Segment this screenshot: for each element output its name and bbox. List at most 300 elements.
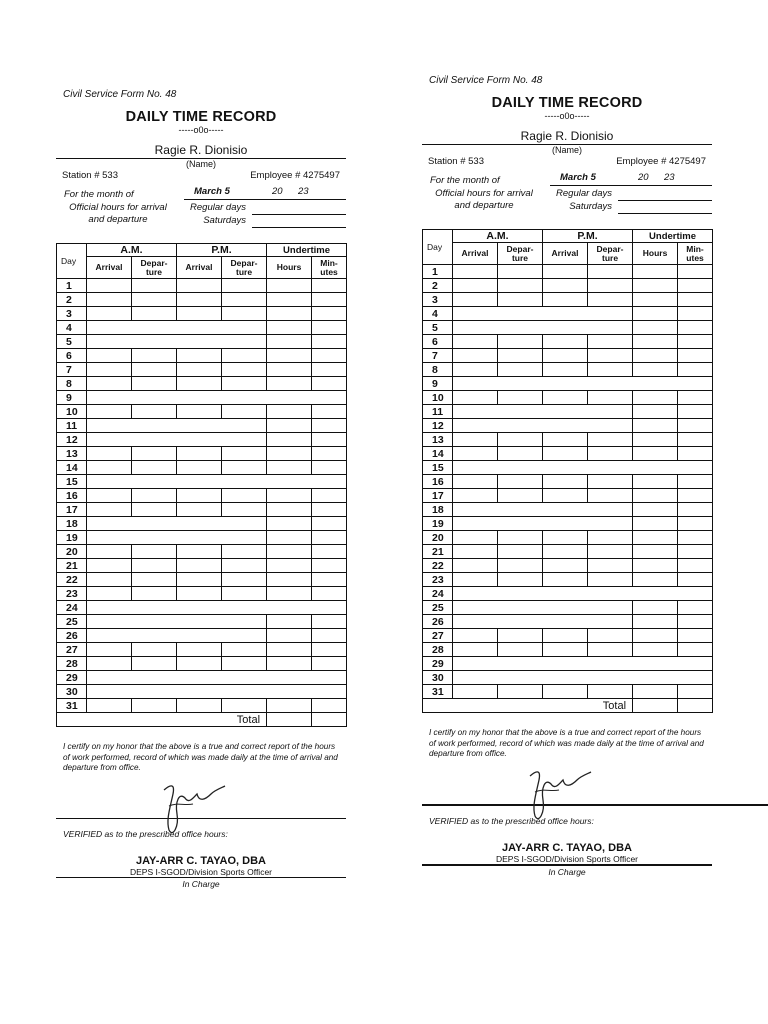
time-cell[interactable] (588, 489, 633, 503)
time-cell[interactable] (498, 629, 543, 643)
time-cell[interactable] (312, 447, 347, 461)
time-cell[interactable] (633, 349, 678, 363)
time-cell[interactable] (267, 433, 312, 447)
time-cell[interactable] (498, 475, 543, 489)
time-cell[interactable] (267, 615, 312, 629)
time-cell[interactable] (132, 657, 177, 671)
time-cell[interactable] (177, 307, 222, 321)
time-cell[interactable] (132, 377, 177, 391)
table-row (57, 671, 347, 685)
time-cell[interactable] (543, 629, 588, 643)
time-cell[interactable] (312, 307, 347, 321)
time-cell[interactable] (633, 447, 678, 461)
time-cell[interactable] (633, 685, 678, 699)
time-cell[interactable] (453, 391, 498, 405)
time-cell[interactable] (87, 657, 132, 671)
time-cell[interactable] (678, 475, 713, 489)
time-cell[interactable] (222, 643, 267, 657)
time-cell[interactable] (312, 615, 347, 629)
time-cell[interactable] (543, 335, 588, 349)
time-cell[interactable] (267, 405, 312, 419)
total-minutes-cell[interactable] (678, 699, 713, 713)
time-cell[interactable] (222, 657, 267, 671)
time-cell[interactable] (453, 433, 498, 447)
time-cell[interactable] (312, 559, 347, 573)
time-cell[interactable] (132, 461, 177, 475)
time-cell[interactable] (87, 699, 132, 713)
time-cell[interactable] (453, 629, 498, 643)
time-cell[interactable] (132, 405, 177, 419)
time-cell[interactable] (132, 545, 177, 559)
time-cell[interactable] (222, 461, 267, 475)
time-cell[interactable] (177, 279, 222, 293)
time-cell[interactable] (678, 335, 713, 349)
time-cell[interactable] (543, 643, 588, 657)
time-cell[interactable] (453, 545, 498, 559)
time-cell[interactable] (312, 321, 347, 335)
time-cell[interactable] (312, 629, 347, 643)
total-minutes-cell[interactable] (312, 713, 347, 727)
time-cell[interactable] (633, 419, 678, 433)
time-cell[interactable] (177, 461, 222, 475)
time-cell[interactable] (633, 545, 678, 559)
time-cell[interactable] (267, 657, 312, 671)
time-cell[interactable] (312, 657, 347, 671)
time-cell[interactable] (543, 363, 588, 377)
time-cell[interactable] (267, 503, 312, 517)
time-cell[interactable] (678, 573, 713, 587)
time-cell[interactable] (177, 405, 222, 419)
time-cell[interactable] (678, 489, 713, 503)
time-cell[interactable] (312, 377, 347, 391)
time-cell[interactable] (267, 573, 312, 587)
time-cell[interactable] (498, 559, 543, 573)
time-cell[interactable] (87, 447, 132, 461)
time-cell[interactable] (132, 643, 177, 657)
time-cell[interactable] (177, 293, 222, 307)
time-cell[interactable] (588, 433, 633, 447)
time-cell[interactable] (543, 475, 588, 489)
time-cell[interactable] (633, 335, 678, 349)
time-cell[interactable] (177, 489, 222, 503)
time-cell[interactable] (87, 489, 132, 503)
time-cell[interactable] (222, 489, 267, 503)
time-cell[interactable] (222, 405, 267, 419)
time-cell[interactable] (498, 349, 543, 363)
time-cell[interactable] (633, 321, 678, 335)
time-cell[interactable] (267, 489, 312, 503)
time-cell[interactable] (543, 279, 588, 293)
time-cell[interactable] (177, 643, 222, 657)
time-cell[interactable] (633, 615, 678, 629)
day-number: 15 (57, 475, 87, 489)
time-cell[interactable] (132, 447, 177, 461)
time-cell[interactable] (543, 559, 588, 573)
time-cell[interactable] (678, 685, 713, 699)
undertime-header: Undertime (633, 230, 713, 243)
time-cell[interactable] (678, 643, 713, 657)
time-cell[interactable] (132, 279, 177, 293)
table-row (57, 545, 347, 559)
time-cell[interactable] (588, 573, 633, 587)
time-cell[interactable] (312, 573, 347, 587)
time-cell[interactable] (267, 279, 312, 293)
station-number: Station # 533 (428, 156, 484, 167)
time-cell[interactable] (453, 293, 498, 307)
time-cell[interactable] (267, 321, 312, 335)
time-cell[interactable] (267, 447, 312, 461)
time-cell[interactable] (87, 279, 132, 293)
time-cell[interactable] (633, 601, 678, 615)
table-row (423, 419, 713, 433)
time-cell[interactable] (633, 531, 678, 545)
time-cell[interactable] (177, 363, 222, 377)
name-label: (Name) (551, 145, 582, 155)
month-label: For the month of (64, 189, 134, 200)
time-cell[interactable] (267, 335, 312, 349)
time-cell[interactable] (678, 419, 713, 433)
time-cell[interactable] (453, 685, 498, 699)
time-cell[interactable] (543, 573, 588, 587)
time-cell[interactable] (588, 629, 633, 643)
time-cell[interactable] (678, 363, 713, 377)
time-cell[interactable] (453, 461, 713, 475)
am-arrival-header: Arrival (453, 243, 498, 265)
time-cell[interactable] (87, 335, 267, 349)
time-cell[interactable] (543, 349, 588, 363)
time-cell[interactable] (312, 531, 347, 545)
time-cell[interactable] (132, 503, 177, 517)
time-cell[interactable] (678, 503, 713, 517)
time-cell[interactable] (588, 293, 633, 307)
time-cell[interactable] (453, 503, 633, 517)
time-cell[interactable] (498, 573, 543, 587)
time-cell[interactable] (588, 363, 633, 377)
time-cell[interactable] (87, 531, 267, 545)
time-cell[interactable] (678, 601, 713, 615)
time-cell[interactable] (87, 685, 347, 699)
time-cell[interactable] (87, 293, 132, 307)
time-cell[interactable] (267, 559, 312, 573)
time-cell[interactable] (633, 293, 678, 307)
time-cell[interactable] (87, 405, 132, 419)
time-cell[interactable] (678, 405, 713, 419)
time-cell[interactable] (588, 349, 633, 363)
time-cell[interactable] (177, 503, 222, 517)
time-cell[interactable] (678, 545, 713, 559)
time-cell[interactable] (267, 363, 312, 377)
regular-days-field (252, 202, 346, 215)
time-cell[interactable] (222, 447, 267, 461)
time-cell[interactable] (267, 643, 312, 657)
time-cell[interactable] (267, 517, 312, 531)
time-cell[interactable] (267, 377, 312, 391)
time-cell[interactable] (132, 559, 177, 573)
time-cell[interactable] (543, 489, 588, 503)
time-cell[interactable] (453, 489, 498, 503)
time-cell[interactable] (453, 657, 713, 671)
time-cell[interactable] (453, 531, 498, 545)
time-cell[interactable] (678, 517, 713, 531)
time-cell[interactable] (267, 699, 312, 713)
time-cell[interactable] (453, 377, 713, 391)
time-cell[interactable] (633, 503, 678, 517)
time-cell[interactable] (678, 433, 713, 447)
time-cell[interactable] (588, 531, 633, 545)
time-cell[interactable] (498, 685, 543, 699)
time-cell[interactable] (312, 461, 347, 475)
time-cell[interactable] (267, 531, 312, 545)
table-row (57, 335, 347, 349)
time-cell[interactable] (453, 573, 498, 587)
time-cell[interactable] (87, 363, 132, 377)
time-cell[interactable] (87, 587, 132, 601)
time-cell[interactable] (177, 447, 222, 461)
time-cell[interactable] (312, 419, 347, 433)
time-cell[interactable] (543, 545, 588, 559)
time-cell[interactable] (312, 335, 347, 349)
time-cell[interactable] (678, 321, 713, 335)
time-cell[interactable] (453, 447, 498, 461)
time-cell[interactable] (312, 405, 347, 419)
time-cell[interactable] (453, 475, 498, 489)
time-cell[interactable] (633, 475, 678, 489)
time-cell[interactable] (678, 615, 713, 629)
time-cell[interactable] (633, 265, 678, 279)
time-cell[interactable] (132, 349, 177, 363)
time-cell[interactable] (267, 461, 312, 475)
time-cell[interactable] (87, 671, 347, 685)
time-cell[interactable] (453, 587, 713, 601)
time-cell[interactable] (588, 545, 633, 559)
total-hours-cell[interactable] (633, 699, 678, 713)
time-cell[interactable] (543, 293, 588, 307)
time-cell[interactable] (222, 699, 267, 713)
time-cell[interactable] (222, 503, 267, 517)
time-cell[interactable] (132, 699, 177, 713)
time-cell[interactable] (222, 279, 267, 293)
time-cell[interactable] (498, 447, 543, 461)
time-cell[interactable] (87, 559, 132, 573)
time-cell[interactable] (222, 377, 267, 391)
time-cell[interactable] (453, 335, 498, 349)
time-cell[interactable] (87, 601, 347, 615)
time-cell[interactable] (312, 279, 347, 293)
time-cell[interactable] (87, 349, 132, 363)
time-cell[interactable] (312, 517, 347, 531)
time-cell[interactable] (498, 363, 543, 377)
time-cell[interactable] (222, 349, 267, 363)
time-cell[interactable] (312, 503, 347, 517)
time-cell[interactable] (312, 293, 347, 307)
time-cell[interactable] (87, 517, 267, 531)
time-cell[interactable] (312, 699, 347, 713)
time-cell[interactable] (543, 447, 588, 461)
time-cell[interactable] (543, 391, 588, 405)
time-cell[interactable] (678, 307, 713, 321)
time-cell[interactable] (222, 293, 267, 307)
time-cell[interactable] (267, 545, 312, 559)
time-cell[interactable] (87, 573, 132, 587)
day-number: 4 (57, 321, 87, 335)
time-cell[interactable] (312, 363, 347, 377)
time-cell[interactable] (132, 587, 177, 601)
time-cell[interactable] (498, 265, 543, 279)
time-cell[interactable] (678, 447, 713, 461)
time-cell[interactable] (498, 531, 543, 545)
time-cell[interactable] (312, 643, 347, 657)
time-cell[interactable] (588, 685, 633, 699)
time-cell[interactable] (267, 349, 312, 363)
time-cell[interactable] (132, 363, 177, 377)
time-cell[interactable] (312, 349, 347, 363)
time-cell[interactable] (132, 307, 177, 321)
time-cell[interactable] (588, 279, 633, 293)
time-cell[interactable] (267, 293, 312, 307)
time-cell[interactable] (87, 391, 347, 405)
time-cell[interactable] (633, 391, 678, 405)
time-cell[interactable] (498, 391, 543, 405)
time-cell[interactable] (177, 573, 222, 587)
time-cell[interactable] (312, 545, 347, 559)
time-cell[interactable] (453, 307, 633, 321)
time-cell[interactable] (222, 559, 267, 573)
time-cell[interactable] (87, 307, 132, 321)
day-number: 11 (423, 405, 453, 419)
time-cell[interactable] (87, 377, 132, 391)
time-cell[interactable] (633, 405, 678, 419)
time-cell[interactable] (633, 279, 678, 293)
time-cell[interactable] (87, 629, 267, 643)
month-value: March 5 (560, 172, 596, 183)
time-cell[interactable] (132, 573, 177, 587)
time-cell[interactable] (132, 489, 177, 503)
time-cell[interactable] (498, 433, 543, 447)
time-cell[interactable] (498, 293, 543, 307)
table-row (423, 321, 713, 335)
time-cell[interactable] (267, 419, 312, 433)
time-cell[interactable] (222, 363, 267, 377)
time-cell[interactable] (498, 489, 543, 503)
time-cell[interactable] (177, 559, 222, 573)
time-cell[interactable] (87, 321, 267, 335)
time-cell[interactable] (177, 657, 222, 671)
time-cell[interactable] (87, 545, 132, 559)
time-cell[interactable] (222, 307, 267, 321)
time-cell[interactable] (453, 419, 633, 433)
time-cell[interactable] (498, 545, 543, 559)
time-cell[interactable] (222, 573, 267, 587)
time-cell[interactable] (543, 685, 588, 699)
time-cell[interactable] (633, 559, 678, 573)
time-cell[interactable] (222, 545, 267, 559)
time-cell[interactable] (177, 377, 222, 391)
time-cell[interactable] (177, 699, 222, 713)
table-row (423, 629, 713, 643)
time-cell[interactable] (633, 363, 678, 377)
time-cell[interactable] (543, 433, 588, 447)
time-cell[interactable] (132, 293, 177, 307)
time-cell[interactable] (588, 447, 633, 461)
time-cell[interactable] (633, 307, 678, 321)
time-cell[interactable] (87, 643, 132, 657)
time-cell[interactable] (453, 643, 498, 657)
time-cell[interactable] (633, 517, 678, 531)
time-cell[interactable] (453, 321, 633, 335)
time-cell[interactable] (267, 629, 312, 643)
time-cell[interactable] (453, 601, 633, 615)
time-cell[interactable] (312, 433, 347, 447)
time-cell[interactable] (678, 293, 713, 307)
time-cell[interactable] (177, 349, 222, 363)
time-cell[interactable] (588, 475, 633, 489)
table-row (423, 391, 713, 405)
time-cell[interactable] (678, 279, 713, 293)
time-cell[interactable] (633, 573, 678, 587)
total-hours-cell[interactable] (267, 713, 312, 727)
time-cell[interactable] (543, 265, 588, 279)
day-number: 31 (57, 699, 87, 713)
time-cell[interactable] (177, 587, 222, 601)
time-cell[interactable] (312, 587, 347, 601)
time-cell[interactable] (453, 517, 633, 531)
time-cell[interactable] (633, 629, 678, 643)
time-cell[interactable] (87, 419, 267, 433)
time-cell[interactable] (498, 335, 543, 349)
time-cell[interactable] (588, 643, 633, 657)
time-cell[interactable] (87, 615, 267, 629)
time-cell[interactable] (453, 405, 633, 419)
time-cell[interactable] (678, 349, 713, 363)
official-hours-label-line1: Official hours for arrival (435, 188, 533, 199)
time-cell[interactable] (678, 265, 713, 279)
time-cell[interactable] (498, 279, 543, 293)
time-cell[interactable] (453, 363, 498, 377)
time-cell[interactable] (588, 391, 633, 405)
time-cell[interactable] (588, 335, 633, 349)
time-cell[interactable] (678, 559, 713, 573)
time-cell[interactable] (87, 475, 347, 489)
time-cell[interactable] (87, 433, 267, 447)
time-cell[interactable] (267, 307, 312, 321)
time-cell[interactable] (312, 489, 347, 503)
time-cell[interactable] (453, 671, 713, 685)
time-cell[interactable] (678, 531, 713, 545)
time-cell[interactable] (453, 279, 498, 293)
time-cell[interactable] (678, 391, 713, 405)
time-cell[interactable] (588, 559, 633, 573)
am-departure-header: Depar- ture (498, 243, 543, 265)
time-cell[interactable] (87, 503, 132, 517)
time-cell[interactable] (543, 531, 588, 545)
time-cell[interactable] (453, 615, 633, 629)
time-cell[interactable] (222, 587, 267, 601)
time-cell[interactable] (588, 265, 633, 279)
time-cell[interactable] (633, 489, 678, 503)
time-cell[interactable] (678, 629, 713, 643)
time-cell[interactable] (633, 643, 678, 657)
time-cell[interactable] (453, 349, 498, 363)
time-cell[interactable] (177, 545, 222, 559)
time-cell[interactable] (267, 587, 312, 601)
day-number: 12 (57, 433, 87, 447)
time-cell[interactable] (453, 559, 498, 573)
time-cell[interactable] (498, 643, 543, 657)
time-cell[interactable] (87, 461, 132, 475)
time-cell[interactable] (453, 265, 498, 279)
table-row (423, 489, 713, 503)
time-cell[interactable] (633, 433, 678, 447)
